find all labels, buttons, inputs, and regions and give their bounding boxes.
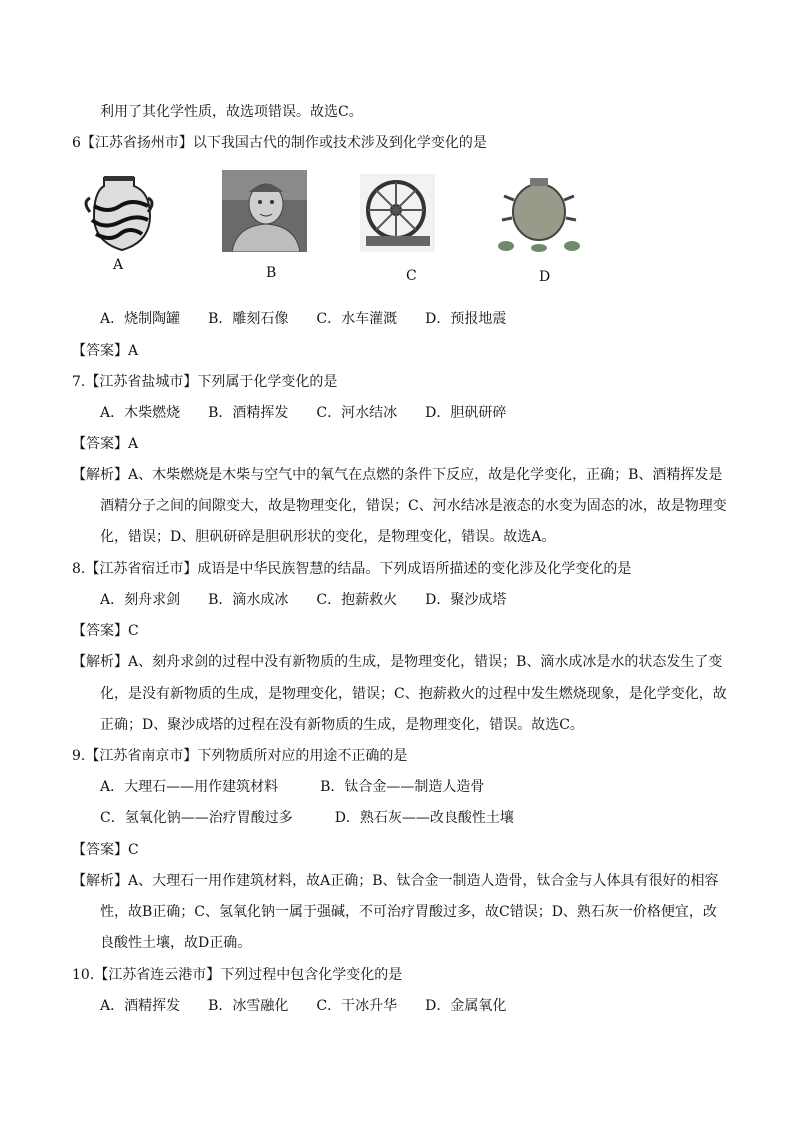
question-10: 10.【江苏省连云港市】下列过程中包含化学变化的是 <box>72 967 403 983</box>
pottery-jar-image <box>82 172 157 252</box>
question-9-options-1: A．大理石——用作建筑材料 B．钛合金——制造人造骨 <box>100 779 485 795</box>
question-8: 8.【江苏省宿迁市】成语是中华民族智慧的结晶。下列成语所描述的变化涉及化学变化的是 <box>72 561 632 577</box>
explanation-9-line1: 【解析】A、大理石一用作建筑材料，故A正确；B、钛合金一制造人造骨，钛合金与人体具有很好的相容 <box>72 873 719 889</box>
explanation-7-line3: 化，错误；D、胆矾研碎是胆矾形状的变化，是物理变化，错误。故选A。 <box>100 529 556 545</box>
explanation-7-line1: 【解析】A、木柴燃烧是木柴与空气中的氧气在点燃的条件下反应，故是化学变化，正确；B、酒精挥发是 <box>72 467 723 483</box>
question-10-options: A．酒精挥发 B．冰雪融化 C．干冰升华 D．金属氧化 <box>100 998 507 1014</box>
text-line: 利用了其化学性质，故选项错误。故选C。 <box>100 104 363 120</box>
caption-d: D <box>539 269 551 285</box>
seismograph-image <box>494 174 584 254</box>
explanation-9-line3: 良酸性土壤，故D正确。 <box>100 935 252 951</box>
answer-8: 【答案】C <box>72 623 139 639</box>
explanation-8-line2: 化，是没有新物质的生成，是物理变化，错误；C、抱薪救火的过程中发生燃烧现象，是化学变化，故 <box>100 686 727 702</box>
explanation-9-line2: 性，故B正确；C、氢氧化钠一属于强碱，不可治疗胃酸过多，故C错误；D、熟石灰一价格便宜，改 <box>100 904 717 920</box>
explanation-8-line3: 正确；D、聚沙成塔的过程在没有新物质的生成，是物理变化，错误。故选C。 <box>100 717 584 733</box>
water-wheel-image <box>360 174 435 252</box>
question-6: 6【江苏省扬州市】以下我国古代的制作或技术涉及到化学变化的是 <box>72 135 487 151</box>
caption-c: C <box>406 268 417 284</box>
explanation-8-line1: 【解析】A、刻舟求剑的过程中没有新物质的生成，是物理变化，错误；B、滴水成冰是水的状态发生了变 <box>72 654 723 670</box>
question-7-options: A．木柴燃烧 B．酒精挥发 C．河水结冰 D．胆矾研碎 <box>100 405 507 421</box>
stone-statue-image <box>222 170 307 252</box>
question-6-options: A．烧制陶罐 B．雕刻石像 C．水车灌溉 D．预报地震 <box>100 311 507 327</box>
question-9-options-2: C．氢氧化钠——治疗胃酸过多 D．熟石灰——改良酸性土壤 <box>100 810 514 826</box>
caption-b: B <box>266 265 277 281</box>
answer-6: 【答案】A <box>72 343 139 359</box>
question-7: 7.【江苏省盐城市】下列属于化学变化的是 <box>72 374 338 390</box>
explanation-7-line2: 酒精分子之间的间隙变大，故是物理变化，错误；C、河水结冰是液态的水变为固态的冰，故是物理变 <box>100 498 727 514</box>
answer-7: 【答案】A <box>72 436 139 452</box>
caption-a: A <box>113 257 124 273</box>
question-9: 9.【江苏省南京市】下列物质所对应的用途不正确的是 <box>72 748 408 764</box>
answer-9: 【答案】C <box>72 842 139 858</box>
question-8-options: A．刻舟求剑 B．滴水成冰 C．抱薪救火 D．聚沙成塔 <box>100 592 507 608</box>
